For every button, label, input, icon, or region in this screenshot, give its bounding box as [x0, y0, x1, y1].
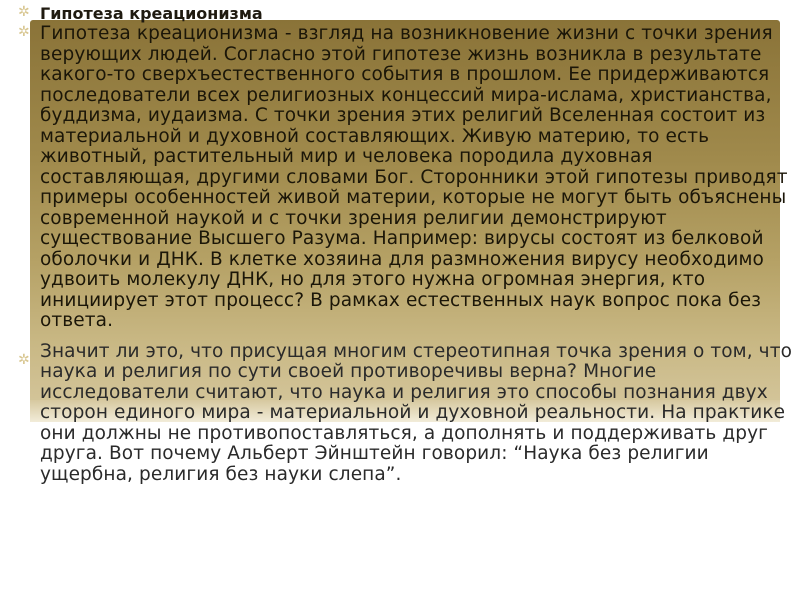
slide-content — [18, 4, 796, 485]
bullet-item — [18, 24, 796, 332]
paragraph-science-religion: Значит ли это, что присущая многим стереотипная точка зрения о том, что наука и религия по сути своей противоречивы верна? Многие исследователи считают, что наука и религия это способы познания двух сторон единого мира - материальной и духовной реальности. На практике они должны не противопоставляться, а дополнять и поддерживать друг друга. Вот почему Альберт Эйнштейн говорил: “Наука без религии ущербна, религия без науки слепа”. — [40, 340, 793, 485]
bullet-item — [18, 342, 796, 486]
title-row — [18, 4, 796, 24]
bullet-star-icon: ✲ — [18, 4, 30, 20]
slide-title: Гипотеза креационизма — [40, 4, 263, 23]
paragraph-creationism: Гипотеза креационизма - взгляд на возникновение жизни с точки зрения верующих людей. Согласно этой гипотезе жизнь возникла в результате какого-то сверхъестественного события в прошлом. Ее придерживаются последователи всех религиозных концессий мира-ислама, христианства, буддизма, иудаизма. С точки зрения этих религий Вселенная состоит из материальной и духовной составляющих. Живую материю, то есть животный, растительный мир и человека породила духовная составляющая, другими словами Бог. Сторонники этой гипотезы приводят примеры особенностей живой материи, которые не могут быть объяснены современной наукой и с точки зрения религии демонстрируют существование Высшего Разума. Например: вирусы состоят из белковой оболочки и ДНК. В клетке хозяина для размножения вирусу необходимо удвоить молекулу ДНК, но для этого нужна огромная энергия, кто инициирует этот процесс? В рамках естественных наук вопрос пока без ответа. — [40, 23, 788, 331]
bullet-star-icon: ✲ — [18, 24, 30, 40]
bullet-star-icon: ✲ — [18, 351, 30, 368]
